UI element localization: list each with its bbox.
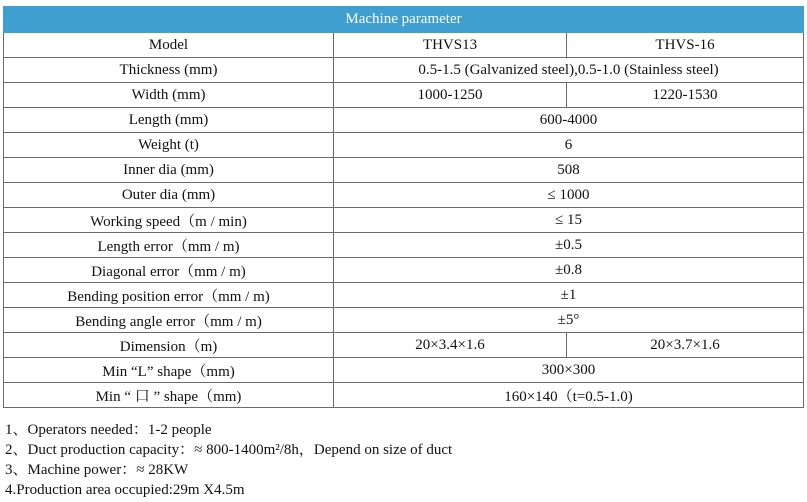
row-label: Working speed（m / min)	[4, 208, 334, 233]
row-value: 508	[334, 158, 804, 183]
table-row-length	[4, 108, 804, 133]
note-area: 4.Production area occupied:29m X4.5m	[5, 482, 245, 498]
table-row-thickness	[4, 58, 804, 83]
row-value-thvs13: THVS13	[334, 33, 567, 58]
row-label: Weight (t)	[4, 133, 334, 158]
row-label: Dimension（m)	[4, 333, 334, 358]
table-row-bending-position-error	[4, 283, 804, 308]
row-value-thvs13: 20×3.4×1.6	[334, 333, 567, 358]
table-title-row	[4, 7, 804, 33]
table-row-diagonal-error	[4, 258, 804, 283]
note-operators: 1、Operators needed：1-2 people	[5, 422, 212, 438]
note-capacity: 2、Duct production capacity：≈ 800-1400m²/8h，Depend on size of duct	[5, 442, 453, 458]
row-value: 300×300	[334, 358, 804, 383]
row-label: Diagonal error（mm / m)	[4, 258, 334, 283]
row-value: 0.5-1.5 (Galvanized steel),0.5-1.0 (Stainless steel)	[334, 58, 804, 83]
row-value-thvs16: 20×3.7×1.6	[567, 333, 804, 358]
row-label: Inner dia (mm)	[4, 158, 334, 183]
row-label: Bending position error（mm / m)	[4, 283, 334, 308]
row-label: Bending angle error（mm / m)	[4, 308, 334, 333]
row-value: ≤ 15	[334, 208, 804, 233]
row-value: 600-4000	[334, 108, 804, 133]
row-value-thvs13: 1000-1250	[334, 83, 567, 108]
row-label: Model	[4, 33, 334, 58]
row-label: Thickness (mm)	[4, 58, 334, 83]
row-label: Width (mm)	[4, 83, 334, 108]
table-row-working-speed	[4, 208, 804, 233]
row-value: 160×140（t=0.5-1.0)	[334, 383, 804, 408]
table-row-min-kou-shape	[4, 383, 804, 408]
row-label: Min “ 口 ” shape（mm)	[4, 383, 334, 408]
table-row-length-error	[4, 233, 804, 258]
table-row-min-l-shape	[4, 358, 804, 383]
row-value: ±0.8	[334, 258, 804, 283]
row-value: ±0.5	[334, 233, 804, 258]
table-row-dimension	[4, 333, 804, 358]
table-row-width	[4, 83, 804, 108]
row-value: ≤ 1000	[334, 183, 804, 208]
row-label: Length error（mm / m)	[4, 233, 334, 258]
row-value-thvs16: 1220-1530	[567, 83, 804, 108]
row-label: Min “L” shape（mm)	[4, 358, 334, 383]
table-title: Machine parameter	[4, 7, 804, 33]
table-row-model	[4, 33, 804, 58]
row-value-thvs16: THVS-16	[567, 33, 804, 58]
row-label: Outer dia (mm)	[4, 183, 334, 208]
row-value: 6	[334, 133, 804, 158]
table-row-bending-angle-error	[4, 308, 804, 333]
machine-parameter-table	[3, 6, 804, 408]
table-row-outer-dia	[4, 183, 804, 208]
note-power: 3、Machine power：≈ 28KW	[5, 462, 189, 478]
table-row-inner-dia	[4, 158, 804, 183]
row-label: Length (mm)	[4, 108, 334, 133]
table-row-weight	[4, 133, 804, 158]
notes-list	[5, 420, 452, 500]
row-value: ±1	[334, 283, 804, 308]
row-value: ±5°	[334, 308, 804, 333]
